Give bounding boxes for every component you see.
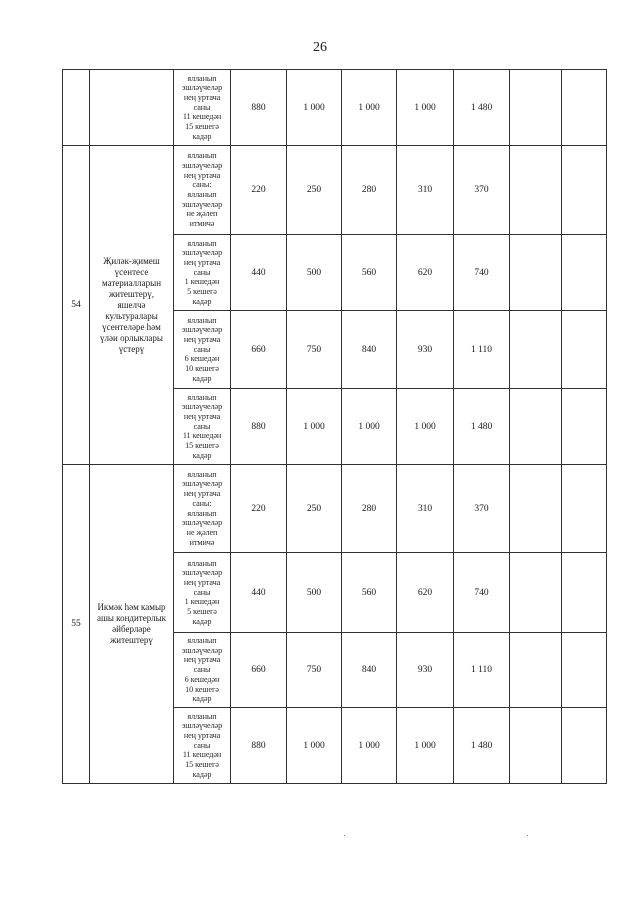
empty-cell [510,311,562,389]
description-line: 15 кешегә [185,441,219,451]
value-cell: 560 [342,553,397,633]
description-line: саны: [192,180,212,190]
description-line: нең уртача [183,92,221,102]
description-line: 1 кешедән [184,277,220,287]
value-cell: 500 [287,235,342,311]
activity-name-line: яшелчә [117,299,146,310]
description-line: эшләүчеләр [181,160,223,170]
value-cell: 1 000 [397,70,454,146]
description-line: не җәлеп [186,527,218,537]
description-line: эшләүчеләр [181,83,223,93]
value-cell: 930 [397,311,454,389]
value-cell: 1 000 [397,708,454,784]
activity-name-line: үсентесе [114,266,149,277]
row-description [174,389,231,465]
description-line: не җәлеп [186,209,218,219]
value-cell: 1 480 [454,70,510,146]
description-line: 10 кешегә [185,364,219,374]
description-line: саны [193,740,211,750]
value-cell: 310 [397,146,454,235]
description-line: ялланып [187,315,217,325]
value-cell: 1 000 [397,389,454,465]
value-cell: 840 [342,633,397,708]
value-cell: 440 [231,553,287,633]
description-line: эшләүчеләр [181,402,223,412]
description-line: нең уртача [183,411,221,421]
activity-name-line: үсентеләре һәм [102,321,161,332]
description-line: эшләүчеләр [181,199,223,209]
row-number-cell [63,70,90,146]
row-description [174,465,231,553]
value-cell: 1 110 [454,311,510,389]
empty-cell [562,311,607,389]
value-cell: 740 [454,235,510,311]
row-description [174,633,231,708]
description-line: ялланып [187,558,217,568]
description-line: 5 кешегә [187,607,217,617]
empty-cell [562,70,607,146]
value-cell: 1 000 [342,389,397,465]
row-description [174,311,231,389]
value-cell: 750 [287,311,342,389]
empty-cell [510,553,562,633]
activity-name [90,146,174,465]
description-line: кадәр [192,373,212,383]
value-cell: 1 000 [342,70,397,146]
value-cell: 560 [342,235,397,311]
description-line: нең уртача [183,257,221,267]
activity-name [90,465,174,784]
description-line: 15 кешегә [185,760,219,770]
description-line: саны [193,267,211,277]
empty-cell [510,146,562,235]
description-line: эшләүчеләр [181,479,223,489]
empty-cell [562,235,607,311]
empty-cell [510,633,562,708]
description-line: саны [193,421,211,431]
description-line: нең уртача [183,577,221,587]
row-description [174,235,231,311]
description-line: саны: [192,498,212,508]
description-line: ялланып [187,392,217,402]
value-cell: 1 110 [454,633,510,708]
row-number: 55 [63,465,90,784]
description-line: 11 кешедән [182,112,222,122]
activity-name-line: житештерү, [108,288,155,299]
activity-name-line: культуралары [105,310,158,321]
row-description [174,70,231,146]
description-line: эшләүчеләр [181,325,223,335]
description-line: кадәр [192,769,212,779]
value-cell: 500 [287,553,342,633]
description-line: ялланып [187,190,217,199]
description-line: нең уртача [183,655,221,665]
description-line: итмичә [189,537,215,547]
empty-cell [510,465,562,553]
description-line: нең уртача [183,489,221,499]
description-line: 11 кешедән [182,750,222,760]
description-line: 11 кешедән [182,431,222,441]
description-line: кадәр [192,296,212,306]
value-cell: 280 [342,465,397,553]
value-cell: 440 [231,235,287,311]
value-cell: 370 [454,465,510,553]
description-line: ялланып [187,73,217,83]
table-row [63,70,607,146]
description-line: эшләүчеләр [181,645,223,655]
description-line: итмичә [189,219,215,229]
empty-cell [562,708,607,784]
row-description [174,146,231,235]
value-cell: 620 [397,235,454,311]
description-line: 10 кешегә [185,684,219,694]
value-cell: 660 [231,633,287,708]
activity-name-line: әйберләре [112,624,151,634]
description-line: нең уртача [183,170,221,180]
value-cell: 1 000 [287,70,342,146]
scan-speck [344,835,345,836]
activity-name-line: Икмәк һәм камыр [97,602,166,612]
description-line: ялланып [187,508,217,518]
row-description [174,553,231,633]
description-line: 1 кешедән [184,597,220,607]
value-cell: 370 [454,146,510,235]
table-row [63,465,607,553]
activity-name-line: материалларын [101,277,162,288]
activity-name-cell [90,70,174,146]
description-line: нең уртача [183,334,221,344]
empty-cell [562,553,607,633]
value-cell: 1 000 [342,708,397,784]
value-cell: 740 [454,553,510,633]
empty-cell [562,389,607,465]
description-line: ялланып [187,238,217,248]
description-line: саны [193,102,211,112]
description-line: ялланып [187,469,217,479]
value-cell: 840 [342,311,397,389]
description-line: саны [193,665,211,675]
description-line: саны [193,587,211,597]
value-cell: 250 [287,146,342,235]
value-cell: 1 000 [287,708,342,784]
value-cell: 250 [287,465,342,553]
description-line: кадәр [192,694,212,704]
page-number: 26 [313,40,327,55]
activity-name-line: ашы кондитерлык [96,613,167,623]
activity-name-line: үстерү [118,343,145,354]
empty-cell [510,70,562,146]
empty-cell [510,235,562,311]
row-description [174,708,231,784]
description-line: кадәр [192,450,212,460]
description-line: 6 кешедән [184,674,220,684]
value-cell: 880 [231,389,287,465]
description-line: эшләүчеләр [181,518,223,528]
value-cell: 660 [231,311,287,389]
description-line: кадәр [192,131,212,141]
description-line: 5 кешегә [187,287,217,297]
empty-cell [510,389,562,465]
activity-name-line: Җиләк-җимеш [103,255,160,266]
value-cell: 280 [342,146,397,235]
description-line: 15 кешегә [185,122,219,132]
value-cell: 220 [231,465,287,553]
value-cell: 1 480 [454,708,510,784]
activity-name-line: үләи орлыклары [100,332,163,343]
description-line: 6 кешедән [184,354,220,364]
value-cell: 220 [231,146,287,235]
description-line: эшләүчеләр [181,248,223,258]
tariff-table [62,69,607,784]
empty-cell [562,146,607,235]
value-cell: 310 [397,465,454,553]
description-line: эшләүчеләр [181,568,223,578]
row-number: 54 [63,146,90,465]
description-line: кадәр [192,616,212,626]
description-line: саны [193,344,211,354]
scan-speck [527,835,528,836]
description-line: ялланып [187,636,217,646]
description-line: ялланып [187,711,217,721]
empty-cell [562,465,607,553]
empty-cell [510,708,562,784]
value-cell: 620 [397,553,454,633]
value-cell: 750 [287,633,342,708]
value-cell: 1 480 [454,389,510,465]
description-line: эшләүчеләр [181,721,223,731]
table-row [63,146,607,235]
description-line: нең уртача [183,730,221,740]
description-line: ялланып [187,151,217,161]
value-cell: 880 [231,70,287,146]
value-cell: 930 [397,633,454,708]
empty-cell [562,633,607,708]
value-cell: 880 [231,708,287,784]
activity-name-line: житештерү [110,635,153,645]
value-cell: 1 000 [287,389,342,465]
